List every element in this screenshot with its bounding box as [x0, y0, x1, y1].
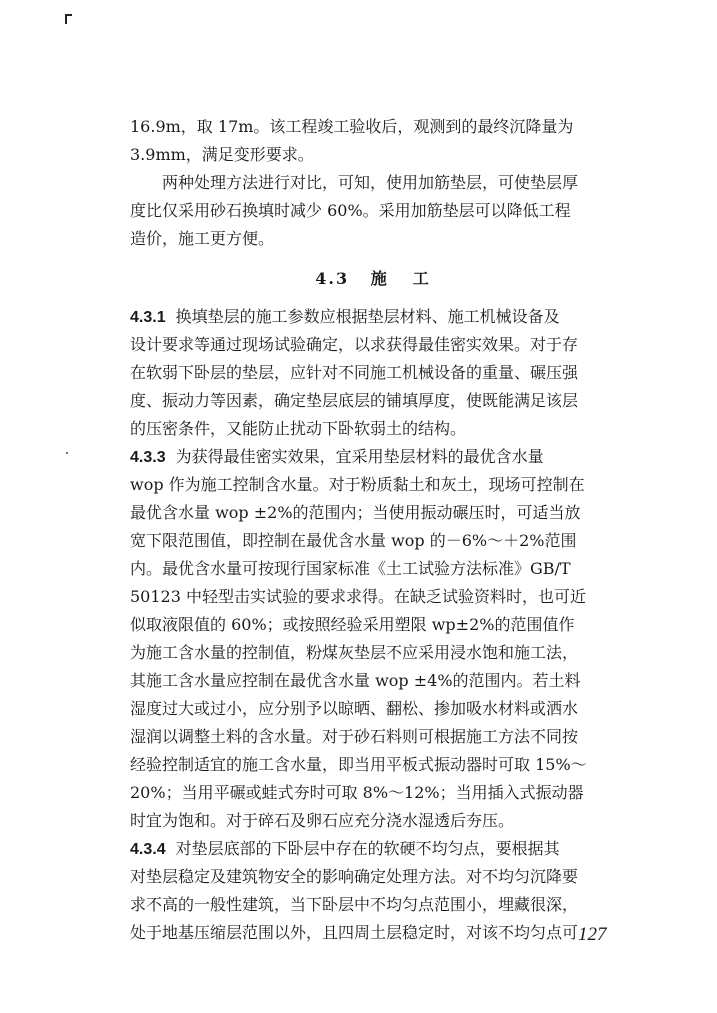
body-line: 度、振动力等因素，确定垫层底层的铺填厚度，使既能满足该层: [130, 391, 579, 410]
body-line: 求不高的一般性建筑，当下卧层中不均匀点范围小，埋藏很深，: [130, 895, 579, 914]
body-line: 的压密条件，又能防止扰动下卧软弱土的结构。: [130, 419, 467, 438]
section-title: 施工: [370, 269, 455, 288]
clause-number: 4.3.1: [130, 309, 166, 326]
body-line: 20%；当用平碾或蛙式夯时可取 8%～12%；当用插入式振动器: [130, 783, 584, 802]
section-number: 4.3: [315, 269, 350, 288]
body-line: 16.9m，取 17m。该工程竣工验收后，观测到的最终沉降量为: [130, 117, 574, 136]
body-line: 宽下限范围值，即控制在最优含水量 wop 的－6%～＋2%范围: [130, 531, 577, 550]
body-line: 湿润以调整土料的含水量。对于砂石料则可根据施工方法不同按: [130, 727, 579, 746]
body-line: 3.9mm，满足变形要求。: [130, 145, 314, 164]
page-number: 127: [578, 924, 607, 945]
clause-first-line: [130, 443, 640, 471]
section-heading: [130, 259, 640, 299]
clause-number: 4.3.4: [130, 841, 166, 858]
clause-number: 4.3.3: [130, 449, 166, 466]
body-line: 为施工含水量的控制值，粉煤灰垫层不应采用浸水饱和施工法，: [130, 643, 579, 662]
body-line: 经验控制适宜的施工含水量，即当用平板式振动器时可取 15%～: [130, 755, 587, 774]
body-line: 内。最优含水量可按现行国家标准《土工试验方法标准》GB/T: [130, 559, 571, 578]
clause-text: 换填垫层的施工参数应根据垫层材料、施工机械设备及: [175, 307, 560, 326]
body-line: wop 作为施工控制含水量。对于粉质黏土和灰土，现场可控制在: [130, 475, 585, 494]
body-line: 似取液限值的 60%；或按照经验采用塑限 wp±2%的范围值作: [130, 615, 575, 634]
body-line: 处于地基压缩层范围以外，且四周土层稳定时，对该不均匀点可: [130, 923, 579, 942]
clause-first-line: [130, 303, 640, 331]
body-line: 时宜为饱和。对于碎石及卵石应充分浇水湿透后夯压。: [130, 811, 515, 830]
body-line: 度比仅采用砂石换填时减少 60%。采用加筋垫层可以降低工程: [130, 201, 571, 220]
body-line: 湿度过大或过小，应分别予以晾晒、翻松、掺加吸水材料或洒水: [130, 699, 579, 718]
scan-speck: [66, 452, 68, 454]
body-line: 设计要求等通过现场试验确定，以求获得最佳密实效果。对于存: [130, 335, 579, 354]
body-line: 对垫层稳定及建筑物安全的影响确定处理方法。对不均匀沉降要: [130, 867, 579, 886]
clause-text: 对垫层底部的下卧层中存在的软硬不均匀点，要根据其: [175, 839, 560, 858]
body-line: 50123 中轻型击实试验的要求求得。在缺乏试验资料时，也可近: [130, 587, 586, 606]
body-line: 两种处理方法进行对比，可知，使用加筋垫层，可使垫层厚: [162, 173, 579, 192]
body-line: 在软弱下卧层的垫层，应针对不同施工机械设备的重量、碾压强: [130, 363, 579, 382]
body-line: 最优含水量 wop ±2%的范围内；当使用振动碾压时，可适当放: [130, 503, 581, 522]
crop-mark: [65, 14, 72, 24]
body-line: 造价，施工更方便。: [130, 229, 275, 248]
body-line: 其施工含水量应控制在最优含水量 wop ±4%的范围内。若土料: [130, 671, 581, 690]
document-page: [130, 113, 640, 947]
clause-text: 为获得最佳密实效果，宜采用垫层材料的最优含水量: [175, 447, 544, 466]
clause-first-line: [130, 835, 640, 863]
